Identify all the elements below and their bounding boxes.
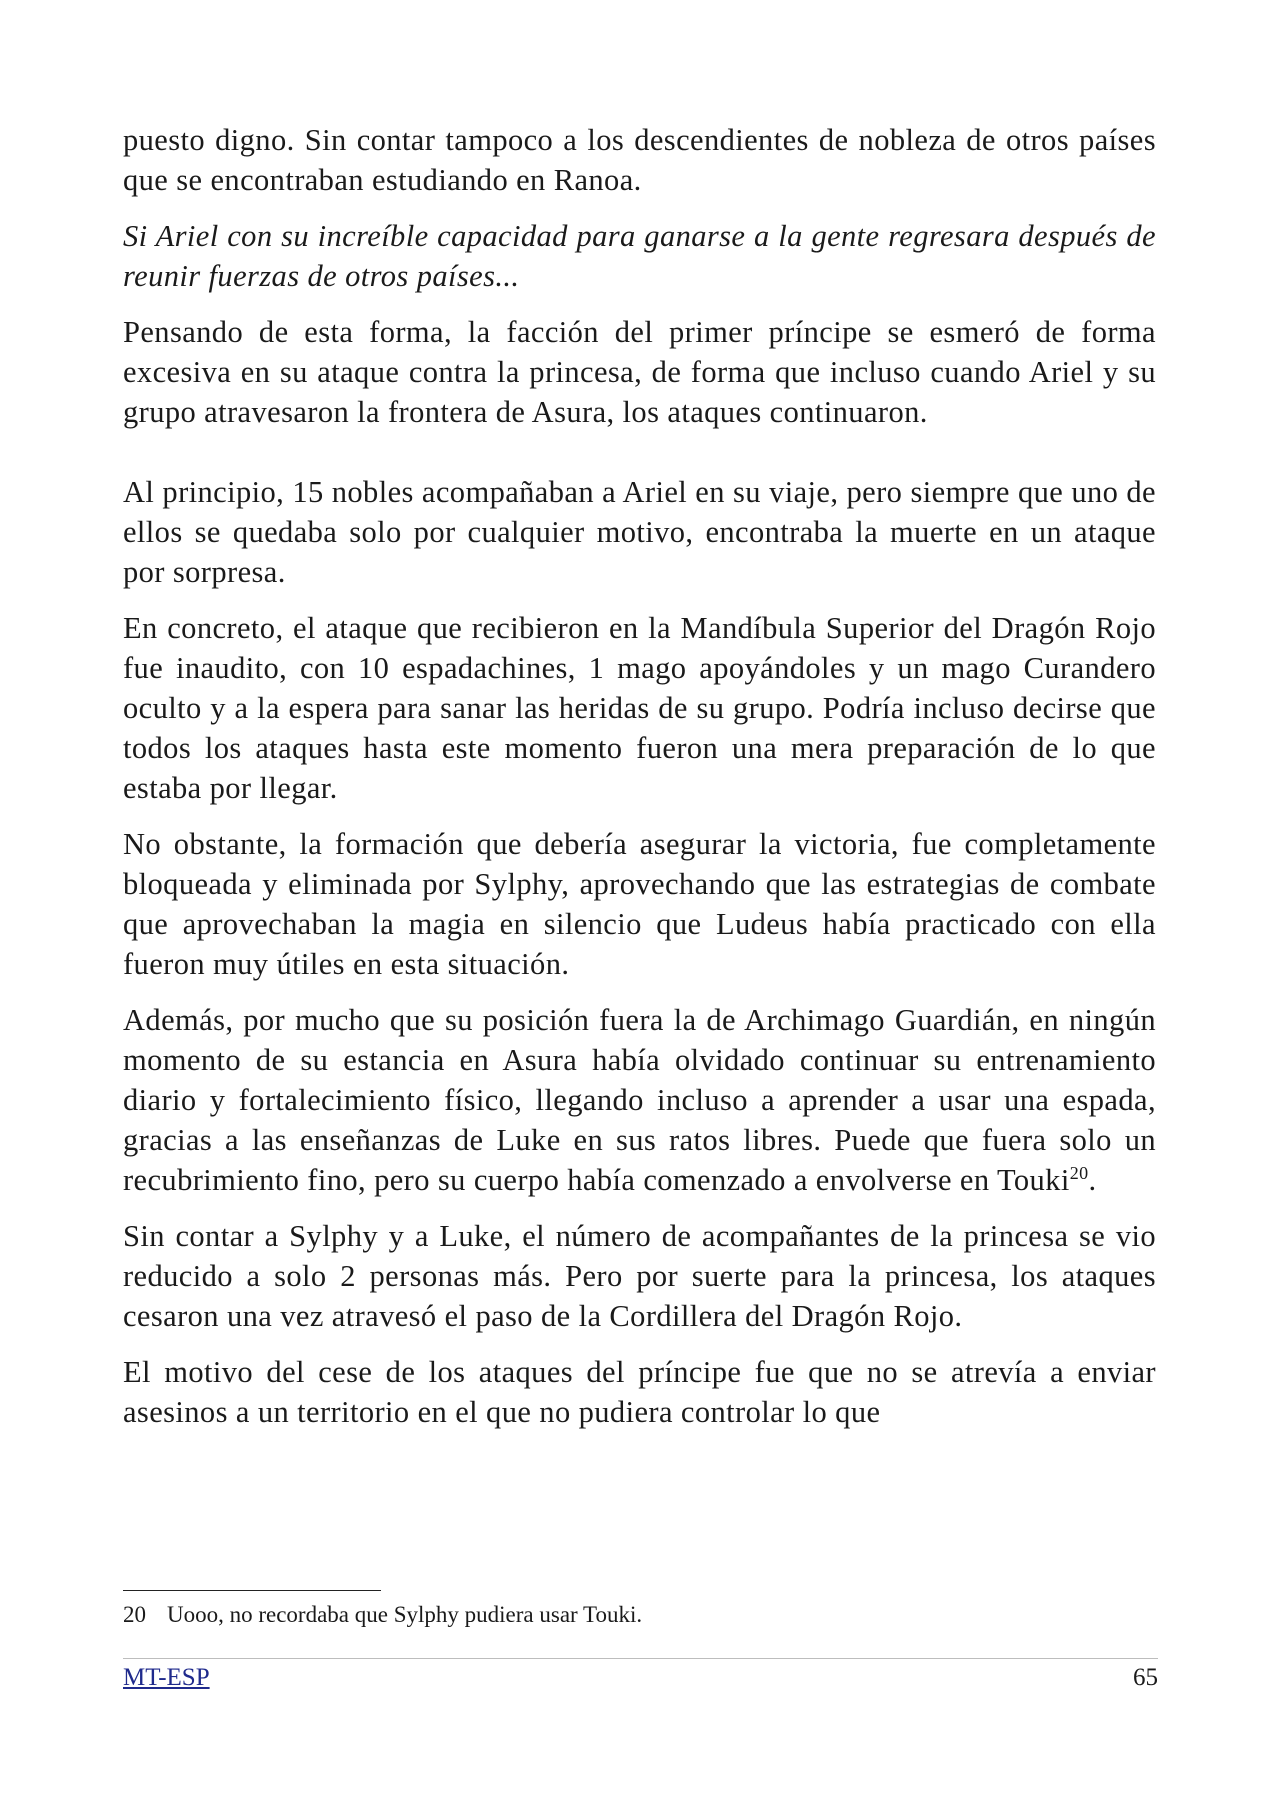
- italic-thought-paragraph: Si Ariel con su increíble capacidad para ganarse a la gente regresara después de reunir fuerzas de otros países...: [123, 219, 1156, 293]
- page-number: 65: [1133, 1664, 1158, 1691]
- paragraph: Sin contar a Sylphy y a Luke, el número de acompañantes de la princesa se vio reducido a solo 2 personas más. Pero por suerte para la princesa, los ataques cesaron una vez atravesó el paso de la Cordillera del Dragón Rojo.: [123, 1219, 1156, 1333]
- footer-link[interactable]: MT-ESP: [123, 1664, 210, 1691]
- footnote-number: 20: [123, 1602, 146, 1627]
- paragraph: No obstante, la formación que debería asegurar la victoria, fue completamente bloqueada y eliminada por Sylphy, aprovechando que las estrategias de combate que aprovechaban la magia en silencio que Ludeus había practicado con ella fueron muy útiles en esta situación.: [123, 827, 1156, 981]
- footnote-text: Uooo, no recordaba que Sylphy pudiera usar Touki.: [167, 1602, 643, 1627]
- paragraph-with-footnote: [123, 1000, 1156, 1200]
- paragraph: En concreto, el ataque que recibieron en la Mandíbula Superior del Dragón Rojo fue inaudito, con 10 espadachines, 1 mago apoyándoles y un mago Curandero oculto y a la espera para sanar las heridas de su grupo. Podría incluso decirse que todos los ataques hasta este momento fueron una mera preparación de lo que estaba por llegar.: [123, 611, 1156, 805]
- paragraph: Al principio, 15 nobles acompañaban a Ariel en su viaje, pero siempre que uno de ellos se quedaba solo por cualquier motivo, encontraba la muerte en un ataque por sorpresa.: [123, 475, 1156, 589]
- paragraph: puesto digno. Sin contar tampoco a los descendientes de nobleza de otros países que se encontraban estudiando en Ranoa.: [123, 123, 1156, 197]
- footnote: [123, 1600, 1156, 1630]
- page-body: [123, 120, 1156, 1448]
- paragraph-text: Además, por mucho que su posición fuera la de Archimago Guardián, en ningún momento de su estancia en Asura había olvidado continuar su entrenamiento diario y fortalecimiento físico, llegando incluso a aprender a usar una espada, gracias a las enseñanzas de Luke en sus ratos libres. Puede que fuera solo un recubrimiento fino, pero su cuerpo había comenzado a envolverse en Touki: [123, 1003, 1156, 1197]
- footnote-reference[interactable]: 20: [1069, 1162, 1089, 1183]
- footer-divider: [123, 1658, 1158, 1659]
- paragraph-tail: .: [1088, 1163, 1097, 1197]
- page-footer: [123, 1662, 1158, 1694]
- paragraph: Pensando de esta forma, la facción del primer príncipe se esmeró de forma excesiva en su ataque contra la princesa, de forma que incluso cuando Ariel y su grupo atravesaron la frontera de Asura, los ataques continuaron.: [123, 315, 1156, 429]
- footnote-divider: [123, 1590, 381, 1591]
- paragraph: El motivo del cese de los ataques del príncipe fue que no se atrevía a enviar asesinos a un territorio en el que no pudiera controlar lo que: [123, 1355, 1156, 1429]
